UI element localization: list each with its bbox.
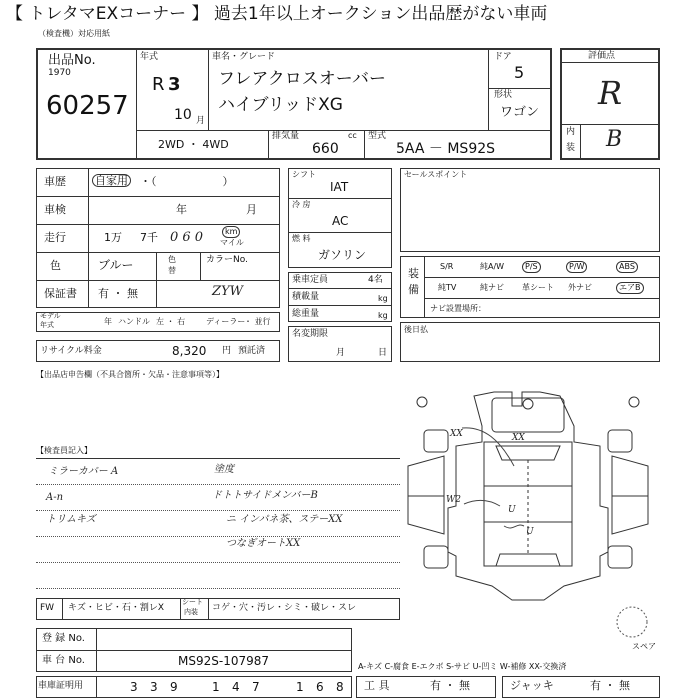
banner (0, 0, 700, 28)
note-left-3: トリムキズ (46, 514, 96, 525)
after-box (400, 322, 660, 362)
month-value: 10 (174, 107, 192, 123)
load-unit: kg (378, 294, 388, 303)
color-no-value: ZYW (212, 284, 243, 299)
cert-digit-2: 3 (150, 680, 158, 694)
cert-digit-6: 7 (252, 680, 260, 694)
shift-value: IAT (330, 180, 349, 194)
grade-value: R (598, 74, 623, 112)
mileage-man: 1万 (104, 231, 122, 244)
sales-point-label: セールスポイント (404, 170, 468, 179)
equip-pw: P/W (566, 261, 587, 273)
name-line1: フレアクロスオーバー (218, 69, 386, 89)
lot-label: 出品No. (48, 53, 96, 68)
history-rest: ・（ ） (140, 175, 234, 188)
shape-label: 形状 (494, 90, 513, 100)
chassis-label: 車 台 No. (42, 655, 85, 666)
seat-label-1: シート (182, 598, 203, 606)
cert-digit-3: 9 (170, 680, 178, 694)
diagram-mark-3: W2 (446, 495, 461, 505)
tools-label: 工 具 (364, 679, 390, 692)
diagram-mark-2: XX (512, 433, 525, 443)
change-month: 月 (336, 348, 346, 358)
handle-label: ハンドル (118, 317, 150, 326)
handle-value: 左 ・ 右 (156, 317, 186, 326)
equip-airbag: エアB (616, 282, 644, 294)
year-value: 3 (168, 74, 181, 95)
color-no-label: カラーNo. (206, 255, 248, 265)
sales-point-box (400, 168, 660, 252)
equip-sr: S/R (440, 262, 454, 271)
note-right-4: つなぎオートXX (226, 538, 301, 549)
equip-aw: 純A/W (480, 262, 505, 271)
model-year-unit: 年 (104, 317, 112, 326)
interior-label-2: 装 (566, 143, 576, 153)
lot-number: 60257 (46, 91, 129, 121)
equip-tv: 純TV (438, 283, 457, 292)
equip-ps: P/S (522, 261, 541, 273)
tools-value: 有 ・ 無 (430, 679, 470, 692)
shape-value: ワゴン (500, 105, 540, 120)
shift-label: シフト (292, 170, 316, 179)
interior-label-1: 内 (566, 127, 576, 137)
diagram-mark-5: U (526, 527, 534, 537)
model-label: 型式 (368, 131, 387, 141)
capacity-label: 乗車定員 (292, 275, 329, 285)
mileage-digits: 0 6 0 (170, 230, 204, 245)
certificate-label: 車庫証明用 (38, 681, 84, 691)
displacement-value: 660 (312, 141, 339, 157)
mileage-unit-mile: マイル (220, 238, 244, 247)
equip-ext-navi: 外ナビ (568, 283, 592, 292)
color-change-1: 色 (168, 255, 176, 264)
door-value: 5 (514, 63, 525, 82)
year-label: 年式 (140, 52, 159, 62)
equip-navi: 純ナビ (480, 283, 504, 292)
jack-value: 有 ・ 無 (590, 679, 630, 692)
note-right-1: 塗度 (214, 464, 234, 475)
equipment-label-1: 装 (408, 267, 419, 280)
warranty-label: 保証書 (44, 287, 77, 300)
recycle-value: 8,320 (172, 344, 207, 358)
dealer-value: ・ 並行 (244, 317, 271, 326)
spare-tire-icon (612, 604, 652, 640)
fw-label: FW (40, 603, 55, 613)
model-year-label-1: モデル (40, 312, 61, 320)
change-label: 名変期限 (292, 329, 329, 339)
navi-location-label: ナビ設置場所： (430, 304, 486, 313)
mileage-label: 走行 (44, 231, 66, 244)
ac-label: 冷 房 (292, 200, 311, 209)
year-era: R (152, 74, 165, 95)
mileage-unit-km: km (222, 226, 240, 238)
displacement-unit: cc (348, 131, 357, 140)
note-left-1: ミラーカバー A (48, 466, 119, 477)
color-change-2: 替 (168, 266, 176, 275)
load-label: 積載量 (292, 292, 320, 302)
note-right-2: ドトトサイドメンバーB (212, 490, 318, 501)
cert-digit-7: 1 (296, 680, 304, 694)
fuel-value: ガソリン (318, 248, 367, 262)
month-unit: 月 (196, 116, 206, 126)
form-note: （検査機）対応用紙 (38, 29, 110, 38)
color-value: ブルー (98, 258, 134, 272)
inspector-label: 【検査員記入】 (36, 446, 92, 455)
weight-label: 総重量 (292, 309, 320, 319)
cert-digit-9: 8 (336, 680, 344, 694)
history-value: 自家用 (92, 174, 131, 187)
warranty-value: 有 ・ 無 (98, 287, 138, 300)
registration-label: 登 録 No. (42, 633, 85, 644)
certificate-box (36, 676, 352, 698)
mileage-sen: 7千 (140, 231, 158, 244)
capacity-value: 4名 (368, 275, 383, 285)
change-day: 日 (378, 348, 388, 358)
lot-small: 1970 (48, 68, 71, 78)
equipment-label-2: 備 (408, 283, 419, 296)
fw-value: キズ・ヒビ・石・割レX (68, 603, 164, 613)
note-right-3: ニ インパネ茶、ステーXX (226, 514, 343, 525)
banner-text: 【 トレタマEXコーナー 】 過去1年以上オークション出品歴がない車両 (6, 4, 548, 24)
equip-abs: ABS (616, 261, 638, 273)
door-label: ドア (494, 52, 512, 62)
equip-leather: 革シート (522, 283, 554, 292)
cert-digit-4: 1 (212, 680, 220, 694)
spare-label: スペア (632, 642, 656, 651)
note-left-2: A-n (46, 492, 64, 503)
fuel-label: 燃 料 (292, 234, 311, 243)
diagram-mark-4: U (508, 505, 516, 515)
inspection-year: 年 (176, 203, 187, 216)
cert-digit-1: 3 (130, 680, 138, 694)
model-year-label-2: 年式 (40, 321, 54, 329)
model-value: 5AA － MS92S (396, 141, 496, 157)
drive-value: 2WD ・ 4WD (158, 138, 229, 151)
interior-value: B (606, 127, 623, 152)
recycle-note: 預託済 (238, 346, 266, 356)
weight-unit: kg (378, 311, 388, 320)
name-line2: ハイブリッドXG (218, 95, 343, 115)
diagram-mark-1: XX (450, 429, 463, 439)
car-diagram (404, 386, 652, 608)
jack-label: ジャッキ (510, 679, 554, 692)
inspection-month: 月 (246, 203, 257, 216)
cert-digit-8: 6 (316, 680, 324, 694)
dealer-label: ディーラー (206, 317, 246, 326)
legend: A-キズ C-腐食 E-エクボ S-サビ U-凹ミ W-補修 XX-交換済 (358, 662, 567, 671)
report-label: 【出品店申告欄（不具合箇所・欠品・注意事項等）】 (36, 370, 224, 379)
inspection-label: 車検 (44, 203, 66, 216)
recycle-label: リサイクル料金 (40, 346, 102, 356)
ac-value: AC (332, 214, 349, 228)
seat-label-2: 内装 (184, 608, 198, 616)
displacement-label: 排気量 (272, 131, 300, 141)
chassis-value: MS92S-107987 (178, 654, 269, 668)
color-label: 色 (50, 259, 61, 272)
cert-digit-5: 4 (232, 680, 240, 694)
after-label: 後日払 (404, 325, 428, 334)
name-label: 車名・グレード (212, 52, 276, 62)
seat-value: コゲ・穴・汚レ・シミ・破レ・スレ (212, 603, 357, 613)
recycle-unit: 円 (222, 346, 232, 356)
grade-label: 評価点 (588, 51, 616, 61)
history-label: 車歴 (44, 175, 66, 188)
